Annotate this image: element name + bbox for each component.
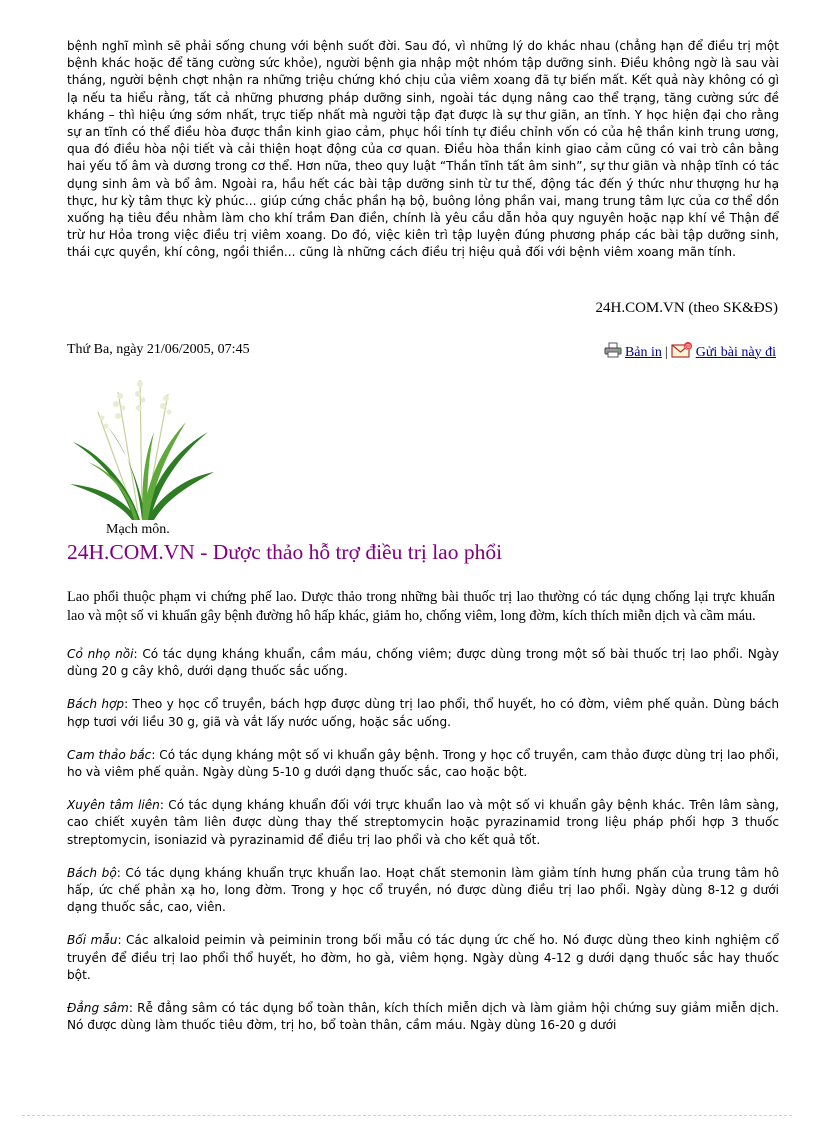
herb-name: Cỏ nhọ nồi	[67, 647, 134, 661]
herb-entry	[67, 747, 779, 781]
herb-entry	[67, 865, 779, 917]
image-caption: Mạch môn.	[106, 522, 170, 537]
herb-description: : Có tác dụng kháng khuẩn đối với trực khuẩn lao và một số vi khuẩn gây bệnh khác. Trên lâm sàng, cao chiết xuyên tâm liên được dùng thay thế streptomycin hoặc pyrazinamid trong liệu pháp phối hợp 3 thuốc streptomycin, isoniazid và pyrazinamid để điều trị lao phổi và cho kết quả tốt.	[67, 798, 779, 847]
article-headline: 24H.COM.VN - Dược thảo hỗ trợ điều trị lao phổi	[67, 540, 503, 564]
herb-description: : Có tác dụng kháng khuẩn, cầm máu, chống viêm; được dùng trong một số bài thuốc trị lao phổi. Ngày dùng 20 g cây khô, dưới dạng thuốc sắc uống.	[67, 647, 780, 679]
herb-description: : Theo y học cổ truyền, bách hợp được dùng trị lao phổi, thổ huyết, ho có đờm, viêm phế quản. Dùng bách hợp tươi với liều 30 g, giã và vắt lấy nước uống, hoặc sắc uống.	[67, 697, 780, 729]
herb-name: Bách hợp	[67, 697, 125, 712]
herb-name: Cam thảo bắc	[67, 747, 152, 762]
herb-name: Xuyên tâm liên	[67, 798, 160, 813]
mail-icon[interactable]	[671, 341, 693, 364]
herb-description: : Có tác dụng kháng một số vi khuẩn gây bệnh. Trong y học cổ truyền, cam thảo được dùng trị lao phổi, ho và viêm phế quản. Ngày dùng 5-10 g dưới dạng thuốc sắc, cao hoặc bột.	[67, 747, 780, 780]
article-date: Thứ Ba, ngày 21/06/2005, 07:45	[67, 342, 250, 357]
page-divider	[22, 1115, 792, 1116]
herb-entry	[67, 646, 779, 680]
svg-text:@: @	[684, 343, 691, 351]
herb-description: : Có tác dụng kháng khuẩn trực khuẩn lao. Hoạt chất stemonin làm giảm tính hưng phấn của trung tâm hô hấp, ức chế phản xạ ho, long đờm. Trong y học cổ truyền, nó được dùng điều trị lao phổi. Ngày dùng 8-12 g dưới dạng thuốc sắc, cao, viên.	[67, 865, 779, 915]
herb-name: Đẳng sâm	[67, 1001, 129, 1016]
herb-photo	[68, 372, 216, 520]
herb-entry	[67, 696, 779, 730]
herb-list	[67, 646, 779, 1050]
lead-paragraph: Lao phổi thuộc phạm vi chứng phế lao. Dược thảo trong những bài thuốc trị lao thường có tác dụng chống lại trực khuẩn lao và một số vi khuẩn gây bệnh đường hô hấp khác, giảm ho, chống viêm, long đờm, kích thích miễn dịch và cầm máu.	[67, 589, 775, 624]
printer-icon[interactable]	[604, 342, 622, 363]
herb-description: : Rễ đẳng sâm có tác dụng bổ toàn thân, kích thích miễn dịch và làm giảm hội chứng suy giảm miễn dịch. Nó được dùng làm thuốc tiêu đờm, trị ho, bổ toàn thân, cầm máu. Ngày dùng 16-20 g dưới	[67, 1001, 779, 1033]
herb-name: Bách bộ	[67, 865, 117, 880]
source-credit: 24H.COM.VN (theo SK&ĐS)	[595, 300, 778, 316]
herb-entry	[67, 932, 779, 984]
action-separator: |	[664, 344, 668, 360]
herb-description: : Các alkaloid peimin và peiminin trong bối mẫu có tác dụng ức chế ho. Nó được dùng theo kinh nghiệm cổ truyền để điều trị lao phổi thổ huyết, ho đờm, ho gà, viêm họng. Ngày dùng 4-12 g dưới dạng thuốc sắc hay thuốc bột.	[67, 933, 779, 982]
herb-entry	[67, 797, 779, 849]
print-link[interactable]: Bản in	[624, 344, 662, 360]
herb-entry	[67, 1000, 779, 1034]
intro-paragraph: bệnh nghĩ mình sẽ phải sống chung với bệnh suốt đời. Sau đó, vì những lý do khác nhau (chẳng hạn để điều trị một bệnh khác hoặc để tăng cường sức khỏe), người bệnh gia nhập một nhóm tập dưỡng sinh. Điều không ngờ là sau vài tháng, người bệnh chợt nhận ra những triệu chứng khó chịu của viêm xoang đã tự biến mất. Kết quả này không có gì lạ nếu ta hiểu rằng, tất cả những phương pháp dưỡng sinh, ngoài tác dụng nâng cao thể trạng, tăng cường sức đề kháng – thì hiệu ứng sớm nhất, trực tiếp nhất mà người tập đạt được là sự thư giãn, an tĩnh. Y học hiện đại cho rằng sự an tĩnh có thể điều hòa được thần kinh giao cảm, phục hồi tính tự điều chỉnh vốn có của hệ thần kinh trung ương, qua đó điều hòa nội tiết và cải thiện hoạt động của cơ quan. Điều hòa thần kinh giao cảm cũng có vai trò cân bằng hai yếu tố âm và dương trong cơ thể. Hơn nữa, theo quy luật “Thần tĩnh tất âm sinh”, sự thư giãn và nhập tĩnh có tác dụng sinh âm và bổ âm. Ngoài ra, hầu hết các bài tập dưỡng sinh từ tư thế, động tác đến ý thức như thượng hư hạ thực, hư kỳ tâm thực kỳ phúc... giúp cứng chắc phần hạ bộ, buông lỏng phần vai, mang trung tâm lực của cơ thể dồn xuống hạ tiêu đều nhằm làm cho khí trầm Đan điền, chính là yêu cầu dẫn hỏa quy nguyên hoặc nạp khí về Thận để trừ hư Hỏa trong việc điều trị viêm xoang. Do đó, việc kiên trì tập luyện đúng phương pháp các bài tập dưỡng sinh, thái cực quyền, khí công, ngồi thiền... cũng là những cách điều trị hiệu quả đối với bệnh viêm xoang mãn tính.	[67, 39, 779, 260]
send-article-link[interactable]: Gửi bài này đi	[695, 344, 776, 360]
article-actions	[604, 341, 776, 364]
herb-name: Bối mẫu	[67, 933, 118, 948]
